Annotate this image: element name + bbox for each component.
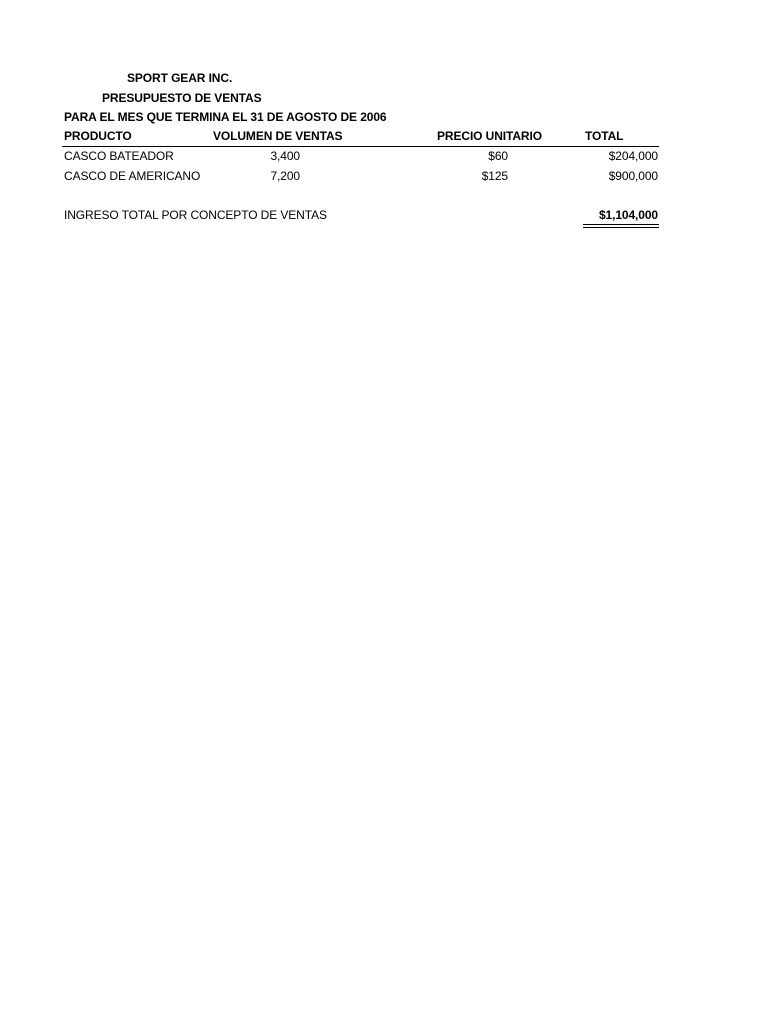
row-1-volume: 3,400	[270, 149, 300, 163]
total-revenue-value: $1,104,000	[598, 208, 658, 222]
header-underline	[62, 146, 659, 147]
row-1-total: $204,000	[608, 149, 658, 163]
column-header-volume: VOLUMEN DE VENTAS	[213, 129, 343, 143]
row-1-product: CASCO BATEADOR	[64, 149, 174, 163]
column-header-total: TOTAL	[585, 129, 624, 143]
row-2-volume: 7,200	[270, 169, 300, 183]
report-title: PRESUPUESTO DE VENTAS	[102, 91, 262, 105]
row-1-unit-price: $60	[488, 149, 508, 163]
report-period: PARA EL MES QUE TERMINA EL 31 DE AGOSTO DE 2006	[64, 110, 387, 124]
total-revenue-label: INGRESO TOTAL POR CONCEPTO DE VENTAS	[64, 208, 327, 222]
column-header-unit-price: PRECIO UNITARIO	[437, 129, 542, 143]
row-2-total: $900,000	[608, 169, 658, 183]
company-name: SPORT GEAR INC.	[127, 71, 233, 85]
total-double-underline	[583, 224, 659, 228]
column-header-product: PRODUCTO	[64, 129, 132, 143]
row-2-unit-price: $125	[481, 169, 508, 183]
row-2-product: CASCO DE AMERICANO	[64, 169, 201, 183]
